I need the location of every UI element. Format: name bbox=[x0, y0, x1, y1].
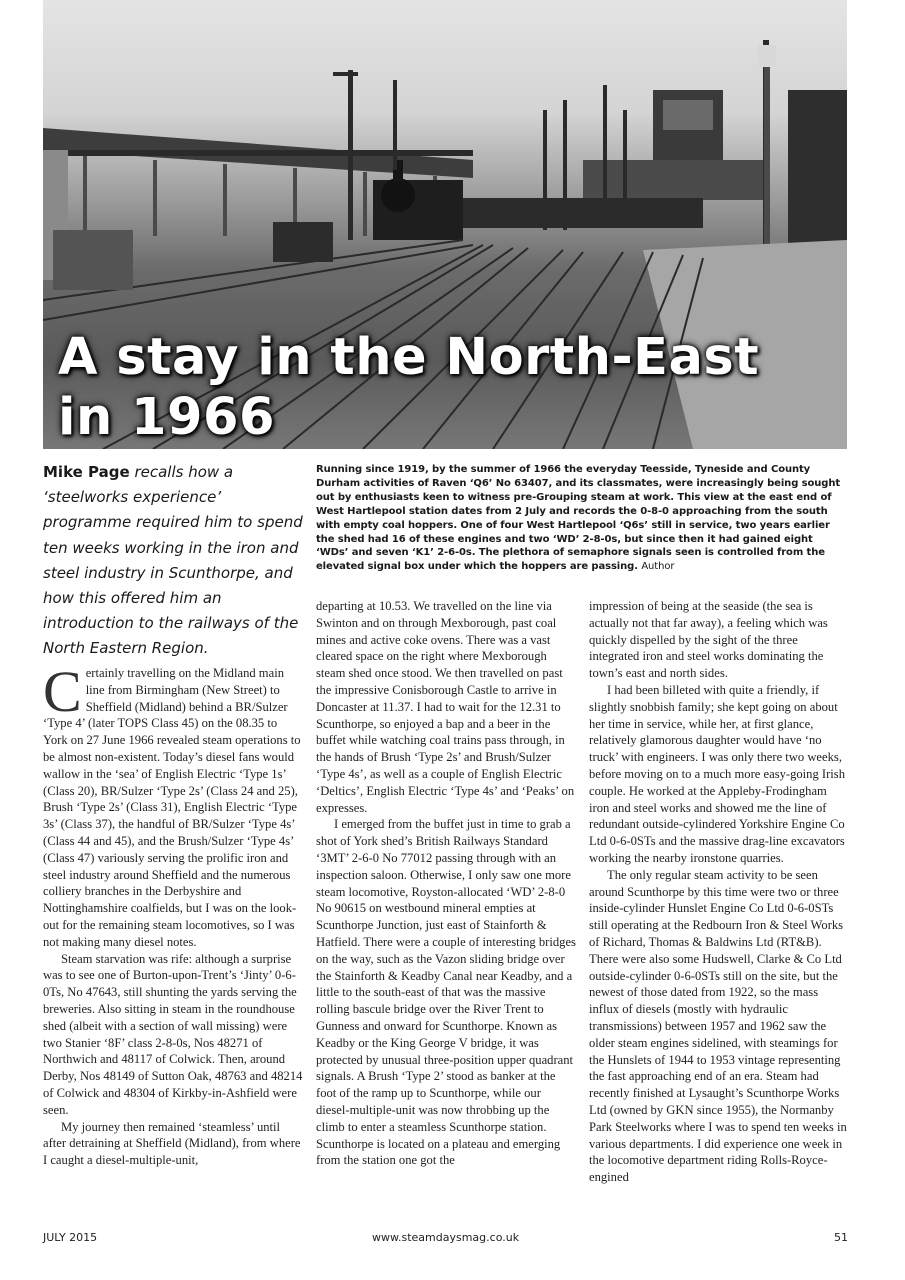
footer-website: www.steamdaysmag.co.uk bbox=[372, 1231, 520, 1244]
headline-line-2: in 1966 bbox=[58, 388, 275, 447]
headline-line-1: A stay in the North-East bbox=[58, 328, 760, 387]
paragraph: I had been billeted with quite a friendly, if slightly snobbish family; she kept going on about her time in service, while her, at first glance, relatively glamorous daughter would have ‘no truck’ with engineers. I was only there two weeks, before moving on to a much more easy-going Irish couple. He worked at the Appleby-Frodingham iron and steel works and showed me the line of redundant outside-cylindered Yorkshire Engine Co Ltd 0-6-0STs and the massive drag-line excavators working the nearby ironstone quarries. bbox=[589, 682, 846, 865]
drop-cap: C bbox=[43, 659, 82, 724]
paragraph bbox=[43, 659, 303, 951]
paragraph: I emerged from the buffet just in time to grab a shot of York shed’s British Railways Standard ‘3MT’ 2-6-0 No 77012 passing through with an inspection saloon. Otherwise, I only saw one more steam locomotive, Royston-allocated ‘WD’ 2-8-0 No 90615 on westbound mineral empties at Scunthorpe Junction, just east of Stainforth & Hatfield. There were a couple of interesting bridges on the way, such as the Vazon sliding bridge over the Stainforth & Keadby Canal near Keadby, and a little to the south-east of that was the massive rolling bascule bridge over the River Trent to Gunness and onward for Scunthorpe. Known as Keadby or the King George V bridge, it was protected by unusual three-position upper quadrant signals. A Brush ‘Type 2’ stood as banker at the foot of the ramp up to Scunthorpe, while our diesel-multiple-unit was now throbbing up the climb to enter a steamless Scunthorpe station. Scunthorpe is located on a plateau and emerging from the station one got the bbox=[316, 817, 576, 1168]
body-column-1 bbox=[43, 659, 303, 1169]
body-column-3 bbox=[589, 598, 849, 1186]
paragraph: Steam starvation was rife: although a surprise was to see one of Burton-upon-Trent’s ‘Jinty’ 0-6-0Ts, No 47643, still shunting the yards serving the breweries. Also sitting in steam in the roundhouse shed (albeit with a section of wall missing) were two Stanier ‘8F’ class 2-8-0s, Nos 48271 of Northwich and 48117 of Colwick. Then, around Derby, Nos 48149 of Sutton Oak, 48763 and 48214 of Colwick and 48304 of Kirkby-in-Ashfield were seen. bbox=[43, 951, 303, 1117]
caption-credit: Author bbox=[641, 561, 675, 573]
photo-caption bbox=[316, 463, 846, 574]
paragraph-text: ertainly travelling on the Midland main line from Birmingham (New Street) to Sheffield (Midland) behind a BR/Sulzer ‘Type 4’ (later TOPS Class 45) on the 08.35 to York on 27 June 1966 revealed steam operations to be almost non-existent. Today’s diesel fans would wallow in the ‘sea’ of English Electric ‘Type 1s’ (Class 20), BR/Sulzer ‘Type 2s’ (Class 24 and 25), Brush ‘Type 2s’ (Class 31), English Electric ‘Type 3s’ (Class 37), the handful of BR/Sulzer ‘Type 4s’ (Class 44 and 45), and the Brush/Sulzer ‘Type 4s’ (Class 47) variously serving the prolific iron and steel industry around Sheffield and the numerous colliery branches in the Derbyshire and Nottinghamshire coalfields, but I was on the look-out for the remaining steam locomotives, so I was not making many diesel notes. bbox=[43, 666, 301, 949]
standfirst bbox=[43, 460, 305, 662]
page-number: 51 bbox=[834, 1231, 848, 1244]
paragraph: departing at 10.53. We travelled on the line via Swinton and on through Mexborough, past coal mines and active coke ovens. There was a vast cleared space on the right where Mexborough steam shed once stood. We then travelled on past the impressive Conisborough Castle to arrive in Doncaster at 11.37. I had to wait for the 12.31 to Scunthorpe, so enjoyed a bap and a beer in the buffet while watching coal trains pass through, in the hands of Brush ‘Type 2s’ and Brush/Sulzer ‘Type 4s’, as well as a couple of English Electric ‘Deltics’, English Electric ‘Type 4s’ and ‘Peaks’ on expresses. bbox=[316, 599, 575, 815]
body-column-2 bbox=[316, 598, 576, 1169]
standfirst-text: recalls how a ‘steelworks experience’ programme required him to spend ten weeks working in the iron and steel industry in Scunthorpe, and how this offered him an introduction to the railways of the North Eastern Region. bbox=[43, 463, 303, 658]
footer-date: JULY 2015 bbox=[43, 1231, 98, 1244]
paragraph: impression of being at the seaside (the sea is actually not that far away), a feeling which was quickly dispelled by the sight of the three integrated iron and steel works dominating the town’s east and north sides. bbox=[589, 599, 828, 681]
article-headline bbox=[58, 328, 759, 448]
author-name: Mike Page bbox=[43, 463, 130, 481]
paragraph: The only regular steam activity to be seen around Scunthorpe by this time were two or three inside-cylinder Hunslet Engine Co Ltd 0-6-0STs still operating at the Redbourn Iron & Steel Works of Richard, Thomas & Baldwins Ltd (RT&B). There were also some Hudswell, Clarke & Co Ltd outside-cylinder 0-6-0STs still on the site, but the newest of those dated from 1922, so the mass influx of diesels (mostly with hydraulic transmissions) between 1957 and 1962 saw the older steam engines sidelined, with steamings for the Hunslets of 1944 to 1953 vintage representing the fast approaching end of an era. Steam had recently finished at Lysaught’s Scunthorpe Works Ltd (owned by GKN since 1955), the Normanby Park Steelworks where I was to spend ten weeks in various departments. I did experience one week in the locomotive department riding Rolls-Royce-engined bbox=[589, 867, 847, 1185]
caption-text: Running since 1919, by the summer of 1966 the everyday Teesside, Tyneside and County Durham activities of Raven ‘Q6’ No 63407, and its classmates, were increasingly being sought out by enthusiasts keen to witness pre-Grouping steam at work. This view at the east end of West Hartlepool station dates from 2 July and records the 0-8-0 approaching from the south with empty coal hoppers. One of four West Hartlepool ‘Q6s’ still in service, two years earlier the shed had 16 of these engines and two ‘WD’ 2-8-0s, but since then it had gained eight ‘WDs’ and seven ‘K1’ 2-6-0s. The plethora of semaphore signals seen is controlled from the elevated signal box under which the hoppers are passing. bbox=[316, 464, 841, 573]
paragraph: My journey then remained ‘steamless’ until after detraining at Sheffield (Midland), from where I caught a diesel-multiple-unit, bbox=[43, 1119, 301, 1168]
